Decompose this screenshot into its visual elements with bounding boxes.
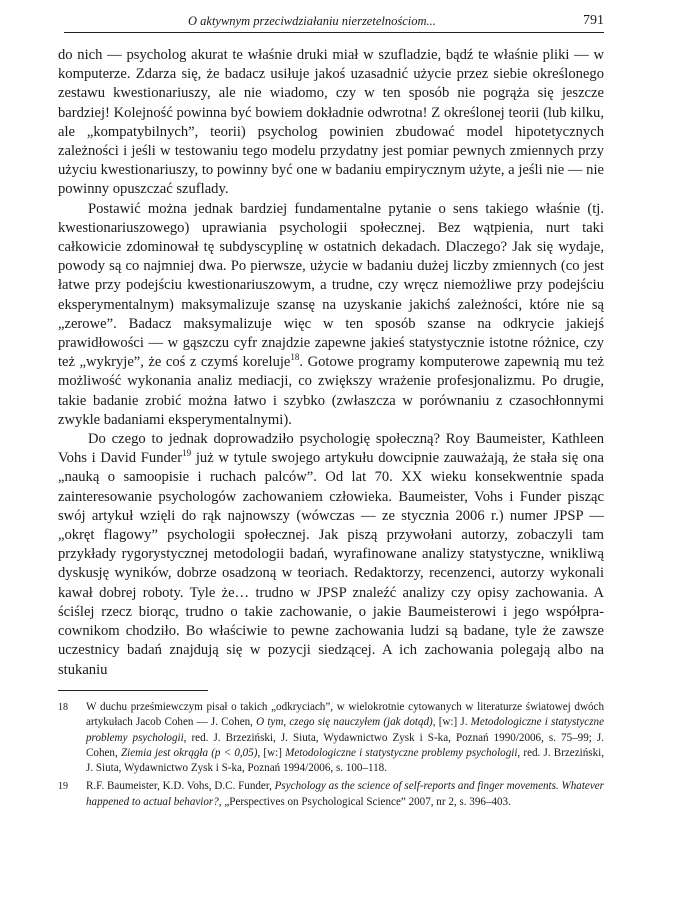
footnote-text: , red. J. Brzeziński, J. Siuta, Wydawnictwo Zysk i S-ka, Poznań 1994/2006, s. 100–118. bbox=[86, 746, 605, 775]
citation-title: O tym, czego się nauczyłem (jak dotąd) bbox=[256, 716, 433, 729]
footnote-text: , red. J. Brzeziński, J. Siuta, Wydawnictwo Zysk i S-ka, Poznań 1990/2006, s. 75–99; J. Cohen, bbox=[86, 731, 604, 759]
footnote-text: , [w:] J. bbox=[432, 716, 471, 729]
footnote-text: W duchu prześmiewczym pisał o takich „odkryciach”, w wielokrotnie cytowanych w literaturze światowej dwóch artykułach Jacob Cohen — J. Cohen, bbox=[86, 701, 604, 729]
paragraph-3-cont: już w tytule swojego artykułu dowcipnie zauważają, że stała się ona „nauką o samoopisie i ruchach palców”. Od lat 70. XX wieku konsekwentnie spada zainteresowanie psychologów zachowaniem człowieka. Baumeister, Vohs i Funder pisząc swój artykuł wzięli do rąk najnowszy (wówczas — ze stycznia 2006 r.) numer JPSP — „okręt flagowy” psychologii społecznej. Jak piszą przywołani autorzy, zobaczyli tam przykłady rygorystycznej metodologii badań, wyrafinowane analizy statystyczne, wnikliwą dyskusję wyników, dobrze osadzoną w teoriach. Redaktorzy, recenzenci, autorzy wykonali kawał dobrej roboty. Tyle że… trudno w JPSP znaleźć analizy czy opisy zachowania. A ściślej rzecz biorąc, trudno o takie zachowanie, o jakie Baumeisterowi i jego współpra-cownikom chodziło. Bo właściwie to pewne zachowania ludzi są badane, tyle że zawsze uczestnicy badań znajdują się w pozycji siedzącej. A ich zachowania polegają albo na stukaniu bbox=[58, 450, 604, 678]
footnotes bbox=[58, 700, 604, 813]
paragraph-2-text: Postawić można jednak bardziej fundamentalne pytanie o sens takiego właśnie (tj. kwestionariuszowego) uprawiania psychologii społecznej. Bez wątpienia, nurt taki całkowicie zdominował tę subdyscyplinę w ostatnich dekadach. Dlaczego? Jak się wydaje, powody są co najmniej dwa. Po pierwsze, użycie w badaniu dużej liczby zmiennych (co jest łatwe przy podejściu kwestionariuszowym, a trudne, czy wręcz niemożliwe przy podejściu eksperymentalnym) maksymalizuje szansę na uzyskanie jakichś zależności, które nie są „zerowe”. Badacz maksymalizuje więc w ten sposób szanse na odkrycie jakiejś prawidłowości — w gąszczu cyfr znajdzie zapewne jakieś statystycznie istotne różnice, czy też „wykryje”, że coś z czymś koreluje bbox=[58, 200, 604, 371]
paragraph-3-text: Do czego to jednak doprowadziło psychologię społeczną? Roy Baumeister, Kathleen Vohs i David Funder bbox=[58, 431, 604, 467]
footnote-ref-18[interactable]: 18 bbox=[290, 352, 300, 363]
footnote-text: , „Perspectives on Psychological Science” 2007, nr 2, s. 396–403. bbox=[218, 795, 511, 808]
citation-title: Metodologiczne i statystyczne problemy psychologii bbox=[86, 716, 604, 744]
footnote-text: , [w:] bbox=[257, 746, 286, 759]
footnote-19 bbox=[58, 779, 604, 810]
main-text bbox=[58, 46, 604, 680]
citation-title: Metodologiczne i statystyczne problemy psychologii bbox=[285, 746, 518, 759]
citation-title: Psychology as the science of self-reports and finger movements. Whatever happened to actual behavior? bbox=[86, 780, 605, 808]
paragraph-3 bbox=[58, 430, 604, 680]
footnote-text: R.F. Baumeister, K.D. Vohs, D.C. Funder, bbox=[86, 780, 275, 793]
page-number: 791 bbox=[583, 13, 604, 28]
footnote-separator bbox=[58, 690, 208, 691]
footnote-ref-19[interactable]: 19 bbox=[182, 448, 192, 459]
footnote-number: 18 bbox=[58, 702, 68, 713]
paragraph-2-cont: Gotowe programy komputerowe zapewnią mu też możliwość wykonania analiz mediacji, co zwiększy wrażenie profesjonalizmu. Po drugie, takie badanie zrobić można łatwo i szybko (zwłaszcza w porównaniu z czasochłonnymi zwykle badaniami eksperymentalnymi). bbox=[58, 354, 605, 428]
running-header bbox=[64, 6, 604, 33]
citation-title: Ziemia jest okrągła (p < 0,05) bbox=[120, 746, 258, 759]
paragraph-1: do nich — psycholog akurat te właśnie druki miał w szufladzie, bądź te właśnie pliki — w komputerze. Zdarza się, że badacz usiłuje jakoś uzasadnić użycie przez siebie określonego zestawu kwestionariuszy, ale nie wiadomo, czy w ten sposób nie pogrąża się jeszcze bardziej! Kolejność powinna być bowiem dokładnie odwrotna! Z określonej teorii (lub kilku, ale „kompatybilnych”, teorii) psycholog powinien zbudować model hipotetycznych zależności i jeśli w testowaniu tego modelu przydatny jest pomiar pewnych zmiennych przy użyciu kwestionariuszy, to powinny być one w badaniu empirycznym użyte, a jeśli nie — nie powinny opuszczać szuflady. bbox=[58, 47, 604, 198]
footnote-number: 19 bbox=[58, 781, 68, 793]
paragraph-2: Postawić można jednak bardziej fundamentalne pytanie o sens takiego właśnie (tj. kwestionariuszowego) uprawiania psychologii społecznej. Bez wątpienia, nurt taki całkowicie zdominował tę subdyscyplinę w ostatnich dekadach. Dlaczego? Jak się wydaje, powody są co najmniej dwa. Po pierwsze, użycie w badaniu dużej liczby zmiennych (co jest łatwe przy podejściu kwestionariuszowym, a trudne, czy wręcz niemożliwe przy podejściu eksperymentalnym) maksymalizuje szansę na uzyskanie jakichś zależności, które nie są „zerowe”. Badacz maksymalizuje więc w ten sposób szanse na odkrycie jakiejś prawidłowości — w gąszczu cyfr znajdzie zapewne jakieś statystycznie istotne różnice, czy też „wykryje”, że coś z czymś koreluje$^{18}$. Gotowe programy komputerowe zapewnią mu też możliwość wykonania analiz mediacji, co zwiększy wrażenie profesjonalizmu. Po drugie, takie badanie zrobić można łatwo i szybko (zwłaszcza w porównaniu z czasochłonnymi zwykle badaniami eksperymentalnymi). bbox=[58, 200, 605, 428]
running-title: O aktywnym przeciwdziałaniu nierzetelnościom... bbox=[188, 14, 436, 28]
footnote-18 bbox=[58, 700, 604, 776]
